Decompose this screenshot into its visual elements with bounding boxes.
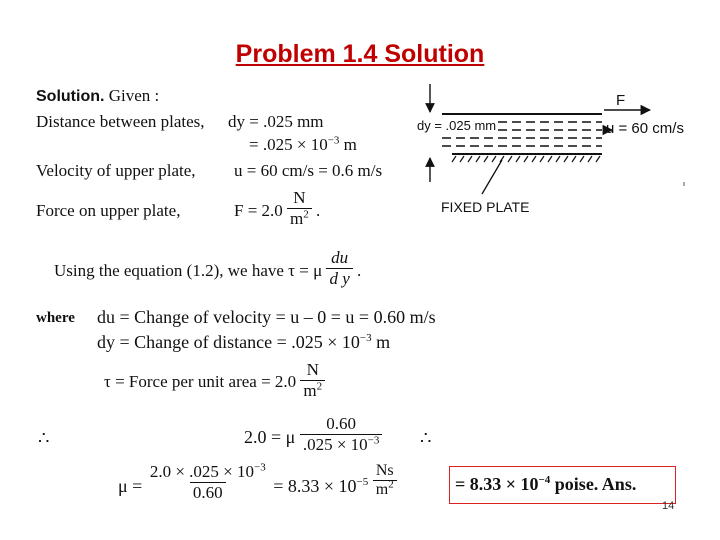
result-equation: μ = $\frac{2.0 \times .025 \times 10^{-3}}{0.60}$ = $8.33 \times 10^{-5}$ $\frac{Ns}{m^2}$ — [118, 462, 397, 503]
final-answer: = $8.33 \times 10^{-4}$ poise. Ans. — [455, 474, 637, 494]
equation-line: Using the equation (1.2), we have τ = μ $\frac{du}{\text{d y}}$ . — [54, 248, 362, 288]
where-du-line: du = Change of velocity = u – 0 = u = 0.60 m/s — [97, 307, 436, 327]
slide-title: Problem 1.4 Solution — [235, 40, 485, 68]
fixed-plate-hatching — [452, 156, 600, 162]
given-force-label: Force on upper plate, — [36, 201, 181, 220]
given-distance-meters: = $.025 \times 10^{-3}$ m — [249, 134, 357, 154]
solution-label: Solution. — [36, 88, 105, 105]
gap-label: dy = .025 mm — [417, 118, 497, 133]
where-label: where — [36, 310, 75, 326]
result-fraction: $\frac{2.0 \times .025 \times 10^{-3}}{0.60}$ — [149, 461, 266, 502]
given-velocity-expr: u = 60 cm/s = 0.6 m/s — [234, 161, 383, 180]
mu-solve-fraction: $\frac{0.60}{.025 \times 10^{-3}}$ — [300, 414, 383, 455]
force-unit-fraction: $\frac{N}{m^2}$ — [287, 188, 312, 229]
where-tau-line: τ = Force per unit area = 2.0 $\frac{N}{m^2}$ — [104, 360, 325, 401]
tau-unit-fraction: $\frac{N}{m^2}$ — [300, 360, 325, 401]
given-distance-label: Distance between plates, — [36, 112, 205, 131]
therefore-symbol: ∴ — [38, 428, 50, 448]
result-unit-fraction: $\frac{Ns}{m^2}$ — [373, 462, 397, 499]
where-dy-line: dy = Change of distance = $.025 \times 10^{-3}$ m — [97, 332, 391, 352]
given-label: Given : — [108, 86, 160, 105]
therefore-symbol-right: ∴ — [420, 428, 432, 448]
given-force-expr: F = 2.0 $\frac{N}{m^2}$ . — [234, 188, 321, 228]
fixed-plate-label: FIXED PLATE — [441, 199, 530, 215]
force-label: F — [616, 92, 626, 109]
given-velocity-label: Velocity of upper plate, — [36, 161, 196, 180]
velocity-label: u = 60 cm/s — [606, 120, 684, 137]
du-dy-fraction: $\frac{du}{\text{d y}}$ — [326, 248, 352, 289]
page-number: 14 — [662, 500, 675, 512]
given-distance-expr: dy = .025 mm — [228, 112, 324, 131]
solution-heading — [36, 86, 159, 106]
fixed-plate-leader — [482, 160, 502, 194]
therefore-equation: 2.0 = μ $\frac{0.60}{.025 \times 10^{-3}}$ — [244, 414, 382, 455]
